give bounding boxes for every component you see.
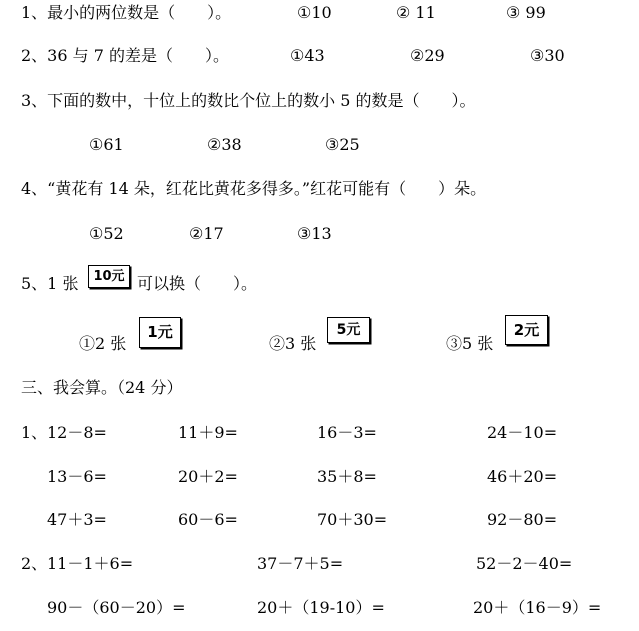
calc-1-item: 70＋30= xyxy=(317,510,388,529)
q3-option-3: ③25 xyxy=(325,135,360,154)
question-2: 2、36 与 7 的差是（ ）。 xyxy=(21,46,229,65)
calc-1-item: 11＋9= xyxy=(178,423,238,442)
calc-2-item: 11－1＋6= xyxy=(47,554,134,573)
calc-1-item: 13－6= xyxy=(47,467,107,486)
calc-1-item: 12－8= xyxy=(47,423,107,442)
q1-option-2: ② 11 xyxy=(396,3,436,22)
q5-option-2-label: ②3 张 xyxy=(269,334,317,353)
calc-2-number: 2、 xyxy=(21,554,48,573)
banknote-label: 2元 xyxy=(513,321,540,339)
question-1: 1、最小的两位数是（ ）。 xyxy=(21,3,232,22)
banknote-label: 5元 xyxy=(336,322,361,338)
banknote-5-yuan xyxy=(327,317,370,343)
calc-1-number: 1、 xyxy=(21,423,48,442)
q3-option-2: ②38 xyxy=(207,135,242,154)
calc-2-item: 20＋（19-10）= xyxy=(257,598,385,617)
section-3-title: 三、我会算。（24 分） xyxy=(21,378,183,397)
calc-1-item: 35＋8= xyxy=(317,467,377,486)
q2-option-3: ③30 xyxy=(530,46,565,65)
banknote-10-yuan xyxy=(88,265,130,288)
calc-2-item: 90－（60－20）= xyxy=(47,598,186,617)
calc-1-item: 20＋2= xyxy=(178,467,238,486)
q4-option-2: ②17 xyxy=(189,224,224,243)
q5-option-1-label: ①2 张 xyxy=(79,334,127,353)
calc-1-item: 47＋3= xyxy=(47,510,107,529)
calc-1-item: 92－80= xyxy=(487,510,558,529)
banknote-1-yuan xyxy=(139,317,181,348)
calc-2-item: 52－2－40= xyxy=(476,554,573,573)
q1-option-1: ①10 xyxy=(297,3,332,22)
question-3: 3、下面的数中，十位上的数比个位上的数小 5 的数是（ ）。 xyxy=(21,91,476,110)
question-5-prefix: 5、1 张 xyxy=(21,274,79,293)
banknote-2-yuan xyxy=(505,315,548,345)
calc-1-item: 16－3= xyxy=(317,423,377,442)
q4-option-1: ①52 xyxy=(89,224,124,243)
q4-option-3: ③13 xyxy=(297,224,332,243)
banknote-label: 1元 xyxy=(147,323,173,341)
calc-2-item: 37－7＋5= xyxy=(257,554,344,573)
calc-1-item: 60－6= xyxy=(178,510,238,529)
q2-option-1: ①43 xyxy=(290,46,325,65)
q1-option-3: ③ 99 xyxy=(506,3,546,22)
question-4: 4、“黄花有 14 朵，红花比黄花多得多。”红花可能有（ ）朵。 xyxy=(21,179,487,198)
q5-option-3-label: ③5 张 xyxy=(446,334,494,353)
calc-1-item: 46＋20= xyxy=(487,467,558,486)
question-5-suffix: 可以换（ ）。 xyxy=(137,274,258,293)
calc-2-item: 20＋（16－9）= xyxy=(473,598,602,617)
banknote-label: 10元 xyxy=(93,269,125,284)
q3-option-1: ①61 xyxy=(89,135,124,154)
calc-1-item: 24－10= xyxy=(487,423,558,442)
q2-option-2: ②29 xyxy=(410,46,445,65)
